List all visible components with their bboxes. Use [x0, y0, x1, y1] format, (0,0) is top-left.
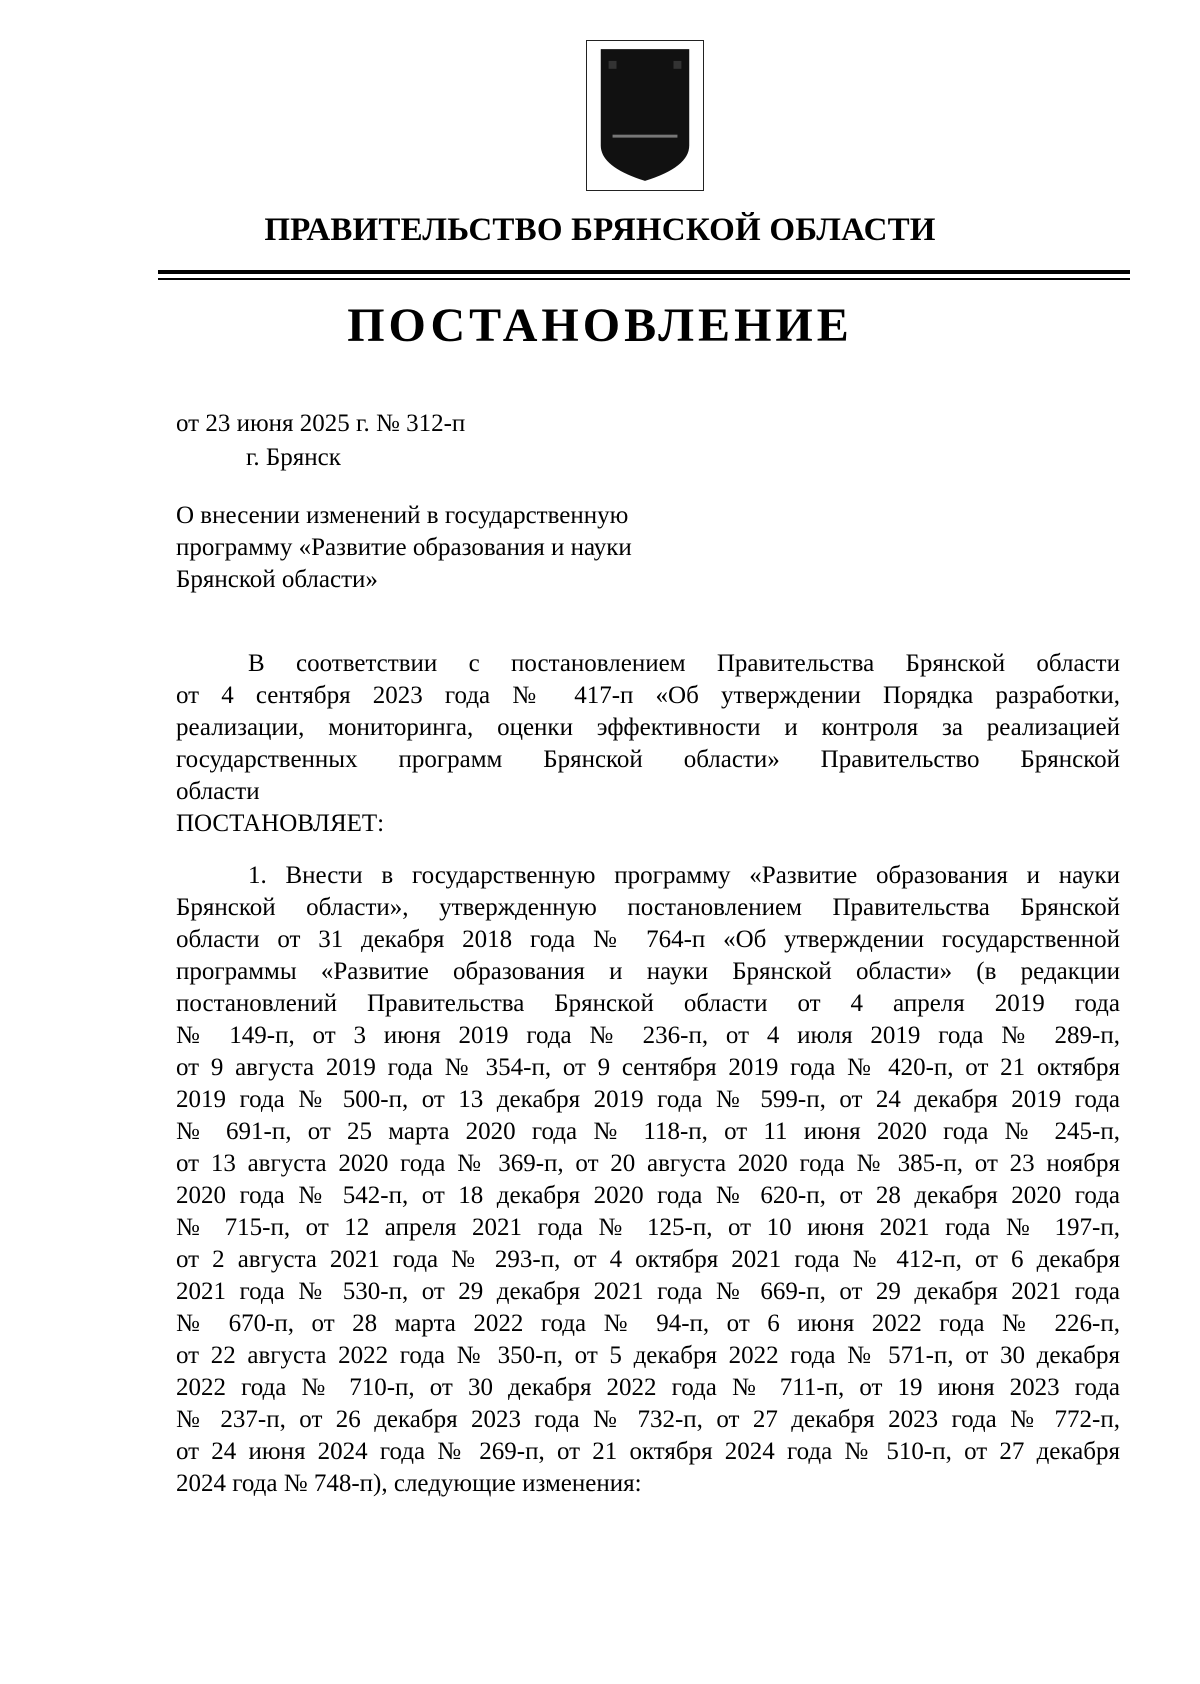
preamble-line: от 4 сентября 2023 года № 417-п «Об утверждении Порядка разработки,: [176, 682, 1120, 709]
clause-line: Брянской области», утвержденную постановлением Правительства Брянской: [176, 894, 1120, 921]
clause-line: № 237-п, от 26 декабря 2023 года № 732-п, от 27 декабря 2023 года № 772-п,: [176, 1406, 1120, 1433]
clause-line: 2019 года № 500-п, от 13 декабря 2019 года № 599-п, от 24 декабря 2019 года: [176, 1086, 1120, 1113]
preamble-line: реализации, мониторинга, оценки эффективности и контроля за реализацией: [176, 714, 1120, 741]
clause-line: № 691-п, от 25 марта 2020 года № 118-п, от 11 июня 2020 года № 245-п,: [176, 1118, 1120, 1145]
clause-line: от 9 августа 2019 года № 354-п, от 9 сентября 2019 года № 420-п, от 21 октября: [176, 1054, 1120, 1081]
clause-line: 2021 года № 530-п, от 29 декабря 2021 года № 669-п, от 29 декабря 2021 года: [176, 1278, 1120, 1305]
header-divider-thick: [158, 270, 1130, 274]
clause-line: № 149-п, от 3 июня 2019 года № 236-п, от 4 июля 2019 года № 289-п,: [176, 1022, 1120, 1049]
clause-line: 2022 года № 710-п, от 30 декабря 2022 года № 711-п, от 19 июня 2023 года: [176, 1374, 1120, 1401]
clause-line: 2020 года № 542-п, от 18 декабря 2020 года № 620-п, от 28 декабря 2020 года: [176, 1182, 1120, 1209]
preamble-line: области: [176, 778, 260, 805]
authority-title: ПРАВИТЕЛЬСТВО БРЯНСКОЙ ОБЛАСТИ: [264, 212, 936, 248]
date-number: от 23 июня 2025 г. № 312-п: [176, 410, 466, 437]
title-line: О внесении изменений в государственную: [176, 502, 629, 529]
preamble-line: В соответствии с постановлением Правительства Брянской области: [248, 650, 1120, 677]
clause-line: от 2 августа 2021 года № 293-п, от 4 октября 2021 года № 412-п, от 6 декабря: [176, 1246, 1120, 1273]
title-line: Брянской области»: [176, 566, 378, 593]
clause-line: от 24 июня 2024 года № 269-п, от 21 октября 2024 года № 510-п, от 27 декабря: [176, 1438, 1120, 1465]
clause-line: от 13 августа 2020 года № 369-п, от 20 августа 2020 года № 385-п, от 23 ноября: [176, 1150, 1120, 1177]
clause-line: области от 31 декабря 2018 года № 764-п «Об утверждении государственной: [176, 926, 1120, 953]
clause-line: № 715-п, от 12 апреля 2021 года № 125-п, от 10 июня 2021 года № 197-п,: [176, 1214, 1120, 1241]
preamble-line: государственных программ Брянской области» Правительство Брянской: [176, 746, 1120, 773]
resolves-label: ПОСТАНОВЛЯЕТ:: [176, 810, 385, 837]
document-type-title: ПОСТАНОВЛЕНИЕ: [347, 299, 853, 352]
clause-line: 2024 года № 748-п), следующие изменения:: [176, 1470, 642, 1497]
clause-line: 1. Внести в государственную программу «Развитие образования и науки: [248, 862, 1120, 889]
clause-line: № 670-п, от 28 марта 2022 года № 94-п, от 6 июня 2022 года № 226-п,: [176, 1310, 1120, 1337]
clause-line: программы «Развитие образования и науки Брянской области» (в редакции: [176, 958, 1120, 985]
title-line: программу «Развитие образования и науки: [176, 534, 632, 561]
city: г. Брянск: [246, 444, 341, 471]
header-divider-thin: [158, 278, 1130, 280]
clause-line: постановлений Правительства Брянской области от 4 апреля 2019 года: [176, 990, 1120, 1017]
clause-line: от 22 августа 2022 года № 350-п, от 5 декабря 2022 года № 571-п, от 30 декабря: [176, 1342, 1120, 1369]
coat-of-arms-icon: [586, 40, 704, 191]
